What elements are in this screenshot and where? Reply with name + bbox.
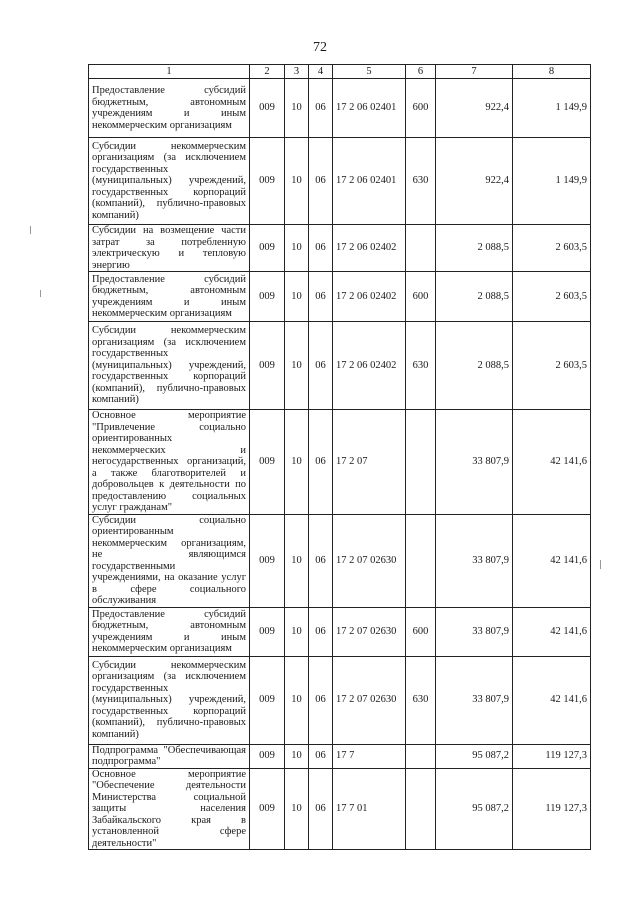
section-code: 10 (285, 656, 309, 744)
ministry-code: 009 (250, 79, 285, 138)
subsection-code: 06 (309, 272, 333, 322)
amount-year-2: 42 141,6 (513, 607, 591, 656)
expense-type-code: 600 (406, 79, 436, 138)
amount-year-2: 1 149,9 (513, 79, 591, 138)
expense-type-code (406, 768, 436, 850)
section-code: 10 (285, 138, 309, 225)
amount-year-1: 33 807,9 (436, 656, 513, 744)
column-header: 1 (89, 65, 250, 79)
column-header: 3 (285, 65, 309, 79)
ministry-code: 009 (250, 138, 285, 225)
subsection-code: 06 (309, 514, 333, 607)
item-name: Подпрограмма "Обеспечивающая подпрограмма" (89, 744, 250, 768)
target-article-code: 17 2 06 02401 (333, 138, 406, 225)
target-article-code: 17 2 07 (333, 410, 406, 515)
expense-type-code: 600 (406, 607, 436, 656)
column-header: 6 (406, 65, 436, 79)
amount-year-1: 2 088,5 (436, 322, 513, 410)
subsection-code: 06 (309, 322, 333, 410)
item-name: Основное мероприятие "Привлечение социально ориентированных некоммерческих и негосударственных организаций, а также благотворителей и добровольцев к деятельности по предоставлению социальных услуг гражданам" (89, 410, 250, 515)
item-name: Субсидии некоммерческим организациям (за исключением государственных (муниципальных) учреждений, государственных корпораций (компаний), публично-правовых компаний) (89, 322, 250, 410)
item-name: Предоставление субсидий бюджетным, автономным учреждениям и иным некоммерческим организациям (89, 607, 250, 656)
section-code: 10 (285, 225, 309, 272)
target-article-code: 17 2 06 02402 (333, 272, 406, 322)
expense-type-code: 630 (406, 656, 436, 744)
scan-mark (600, 560, 601, 569)
table-row (89, 768, 591, 850)
amount-year-1: 33 807,9 (436, 607, 513, 656)
budget-table (88, 64, 591, 850)
table-row (89, 225, 591, 272)
item-name: Предоставление субсидий бюджетным, автономным учреждениям и иным некоммерческим организациям (89, 79, 250, 138)
section-code: 10 (285, 272, 309, 322)
target-article-code: 17 2 07 02630 (333, 514, 406, 607)
amount-year-1: 922,4 (436, 79, 513, 138)
amount-year-1: 33 807,9 (436, 410, 513, 515)
column-header: 8 (513, 65, 591, 79)
column-header: 4 (309, 65, 333, 79)
page-number: 72 (313, 40, 327, 55)
amount-year-1: 95 087,2 (436, 744, 513, 768)
column-header: 5 (333, 65, 406, 79)
expense-type-code (406, 514, 436, 607)
amount-year-2: 42 141,6 (513, 656, 591, 744)
target-article-code: 17 7 (333, 744, 406, 768)
expense-type-code: 630 (406, 138, 436, 225)
table-row (89, 272, 591, 322)
target-article-code: 17 2 07 02630 (333, 656, 406, 744)
section-code: 10 (285, 410, 309, 515)
column-header: 2 (250, 65, 285, 79)
section-code: 10 (285, 744, 309, 768)
table-header-row (89, 65, 591, 79)
table-row (89, 410, 591, 515)
table-row (89, 656, 591, 744)
section-code: 10 (285, 768, 309, 850)
ministry-code: 009 (250, 272, 285, 322)
table-row (89, 607, 591, 656)
table-row (89, 744, 591, 768)
item-name: Субсидии некоммерческим организациям (за исключением государственных (муниципальных) учреждений, государственных корпораций (компаний), публично-правовых компаний) (89, 656, 250, 744)
expense-type-code (406, 410, 436, 515)
subsection-code: 06 (309, 656, 333, 744)
ministry-code: 009 (250, 656, 285, 744)
amount-year-1: 33 807,9 (436, 514, 513, 607)
ministry-code: 009 (250, 607, 285, 656)
subsection-code: 06 (309, 744, 333, 768)
subsection-code: 06 (309, 79, 333, 138)
subsection-code: 06 (309, 410, 333, 515)
ministry-code: 009 (250, 322, 285, 410)
amount-year-1: 2 088,5 (436, 225, 513, 272)
expense-type-code (406, 744, 436, 768)
amount-year-2: 1 149,9 (513, 138, 591, 225)
amount-year-2: 2 603,5 (513, 322, 591, 410)
column-header: 7 (436, 65, 513, 79)
item-name: Субсидии социально ориентированным некоммерческим организациям, не являющимся государственными учреждениями, на оказание услуг в сфере социального обслуживания (89, 514, 250, 607)
subsection-code: 06 (309, 138, 333, 225)
scan-mark (40, 290, 41, 297)
amount-year-2: 42 141,6 (513, 410, 591, 515)
amount-year-2: 119 127,3 (513, 744, 591, 768)
target-article-code: 17 7 01 (333, 768, 406, 850)
target-article-code: 17 2 06 02401 (333, 79, 406, 138)
table-row (89, 322, 591, 410)
table-row (89, 138, 591, 225)
amount-year-1: 2 088,5 (436, 272, 513, 322)
section-code: 10 (285, 514, 309, 607)
ministry-code: 009 (250, 514, 285, 607)
item-name: Субсидии на возмещение части затрат за потребленную электрическую и тепловую энергию (89, 225, 250, 272)
amount-year-1: 922,4 (436, 138, 513, 225)
ministry-code: 009 (250, 410, 285, 515)
section-code: 10 (285, 607, 309, 656)
target-article-code: 17 2 07 02630 (333, 607, 406, 656)
expense-type-code (406, 225, 436, 272)
target-article-code: 17 2 06 02402 (333, 225, 406, 272)
amount-year-2: 2 603,5 (513, 272, 591, 322)
section-code: 10 (285, 79, 309, 138)
table-row (89, 79, 591, 138)
item-name: Субсидии некоммерческим организациям (за исключением государственных (муниципальных) учреждений, государственных корпораций (компаний), публично-правовых компаний) (89, 138, 250, 225)
ministry-code: 009 (250, 225, 285, 272)
target-article-code: 17 2 06 02402 (333, 322, 406, 410)
amount-year-1: 95 087,2 (436, 768, 513, 850)
subsection-code: 06 (309, 225, 333, 272)
amount-year-2: 119 127,3 (513, 768, 591, 850)
amount-year-2: 2 603,5 (513, 225, 591, 272)
item-name: Предоставление субсидий бюджетным, автономным учреждениям и иным некоммерческим организациям (89, 272, 250, 322)
table-row (89, 514, 591, 607)
ministry-code: 009 (250, 744, 285, 768)
subsection-code: 06 (309, 607, 333, 656)
expense-type-code: 600 (406, 272, 436, 322)
section-code: 10 (285, 322, 309, 410)
expense-type-code: 630 (406, 322, 436, 410)
scan-mark (30, 226, 31, 234)
ministry-code: 009 (250, 768, 285, 850)
subsection-code: 06 (309, 768, 333, 850)
item-name: Основное мероприятие "Обеспечение деятельности Министерства социальной защиты населения Забайкальского края в установленной сфере деятельности" (89, 768, 250, 850)
amount-year-2: 42 141,6 (513, 514, 591, 607)
